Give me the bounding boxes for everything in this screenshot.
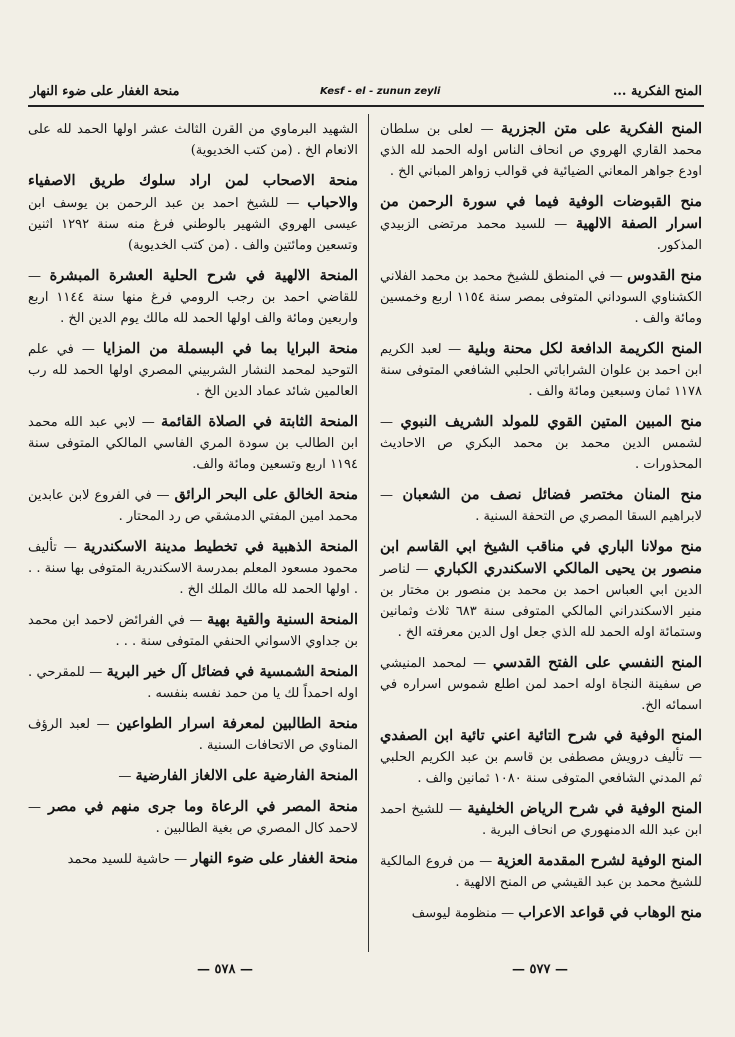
left-column <box>28 118 358 879</box>
entry-description: — لعبد الرؤف المناوي ص الاتحافات السنية . <box>28 717 358 753</box>
bibliography-entry <box>28 265 358 329</box>
entry-title: المنح النفسي على الفتح القدسي <box>492 654 702 671</box>
bibliography-entry <box>28 848 358 870</box>
page-number-right: — ٥٧٧ — <box>511 962 568 977</box>
entry-title: المنحة الالهية في شرح الحلية العشرة المبشرة <box>49 267 359 284</box>
entry-title: منح مولانا الباري في مناقب الشيخ ابي القاسم ابن منصور بن يحيى المالكي الاسكندري الكباري <box>380 538 702 577</box>
bibliography-entry <box>28 484 358 527</box>
entry-title: المنحة الفارضية على الالغاز الفارضية <box>135 767 358 784</box>
entry-title: منحة الاصحاب لمن اراد سلوك طريق الاصفياء والاحباب <box>28 172 358 211</box>
entry-description: — لابي عبد الله محمد ابن الطالب بن سودة المري الفاسي المالكي المتوفى سنة ١١٩٤ اربع وتسعين ومائة والف. <box>28 415 358 472</box>
entry-description: — منظومة ليوسف <box>411 906 519 921</box>
bibliography-entry <box>380 652 702 716</box>
entry-title: منح الوهاب في قواعد الاعراب <box>518 904 702 921</box>
entry-title: المنح الفكرية على متن الجزرية <box>501 120 702 137</box>
entry-description: — لعلى بن سلطان محمد القاري الهروي ص انحاف الناس اوله الحمد لله الذي اودع جواهر المعاني الضيائية في قوالب زواهر المباني الخ . <box>380 122 702 179</box>
entry-description: — في الفروع لابن عابدين محمد امين المفتي الدمشقي ص رد المحتار . <box>28 488 358 524</box>
bibliography-entry <box>28 411 358 475</box>
bibliography-entry <box>380 484 702 527</box>
entry-title: منحة الخالق على البحر الرائق <box>174 486 359 503</box>
entry-description: — حاشية للسيد محمد <box>67 852 192 867</box>
entry-description: — <box>118 769 136 784</box>
entry-description: — من فروع المالكية للشيخ محمد بن عبد القيشي ص المنح الالهية . <box>380 854 702 890</box>
bibliography-entry <box>380 725 702 789</box>
bibliography-entry <box>380 265 702 329</box>
bibliography-entry <box>380 536 702 643</box>
bibliography-entry <box>380 850 702 893</box>
entry-title: منحة الطالبين لمعرفة اسرار الطواعين <box>116 715 358 732</box>
bibliography-entry <box>28 796 358 839</box>
entry-description: — تأليف درويش مصطفى بن قاسم بن عبد الكريم الحلبي ثم المدني الشافعي المتوفى سنة ١٠٨٠ ثمانين والف . <box>380 750 702 786</box>
right-column <box>380 118 702 933</box>
bibliography-entry <box>28 765 358 787</box>
entry-description: — للمقرحي . اوله احمداً لك يا من حمد نفسه بنفسه . <box>28 665 358 701</box>
entry-title: منح المبين المتين القوي للمولد الشريف النبوي <box>400 413 702 430</box>
running-header-left: منحة الغفار على ضوء النهار <box>30 84 180 99</box>
column-divider <box>368 114 369 952</box>
entry-title: منح القدوس <box>627 267 702 284</box>
entry-description: الشهيد البرماوي من القرن الثالث عشر اولها الحمد لله على الانعام الخ . (من كتب الخديوية) <box>28 122 358 158</box>
entry-description: — لابراهيم السقا المصري ص التحفة السنية . <box>380 488 702 524</box>
bibliography-entry <box>28 661 358 704</box>
entry-title: المنح الوفية لشرح المقدمة العزية <box>496 852 702 869</box>
bibliography-entry <box>28 118 358 161</box>
entry-title: المنحة السنية والقية بهية <box>207 611 358 628</box>
bibliography-entry <box>28 609 358 652</box>
entry-title: المنح الكريمة الدافعة لكل محنة وبلية <box>467 340 702 357</box>
running-header-center: Kesf - el - zunun zeyli <box>320 86 441 97</box>
entry-title: المنحة الثابتة في الصلاة القائمة <box>161 413 358 430</box>
entry-title: المنحة الذهبية في تخطيط مدينة الاسكندرية <box>83 538 358 555</box>
entry-title: منح المنان مختصر فضائل نصف من الشعبان <box>402 486 702 503</box>
entry-description: — لناصر الدين ابي العباس احمد بن محمد بن منصور بن مختار بن منير الاسكندراني المالكي المتوفى سنة ٦٨٣ ثلاث وثمانين وستمائة اوله الحمد لله الذي جعل اول الدين معرفته الخ . <box>380 562 702 640</box>
entry-description: — لمحمد المنيشي ص سفينة النجاة اوله احمد لمن اطلع شموس اسراره في اسمائه الخ. <box>380 656 702 713</box>
entry-title: منحة الغفار على ضوء النهار <box>191 850 358 867</box>
entry-description: — تأليف محمود مسعود المعلم بمدرسة الاسكندرية المتوفى بها سنة . . . اولها الحمد لله مالك الملك الخ . <box>28 540 358 597</box>
entry-description: — لاحمد كال المصري ص بغية الطالبين . <box>28 800 358 836</box>
bibliography-entry <box>28 170 358 256</box>
header-rule <box>28 105 704 107</box>
entry-description: — في الفرائض لاحمد ابن محمد بن جداوي الاسواني الحنفي المتوفى سنة . . . <box>28 613 358 649</box>
bibliography-entry <box>28 338 358 402</box>
entry-title: المنح الوفية في شرح التائية اعني تائية ابن الصفدي <box>380 727 702 744</box>
running-header-right: المنح الفكرية ... <box>612 84 702 99</box>
entry-description: — لشمس الدين محمد بن محمد البكري ص الاحاديث المحذورات . <box>380 415 702 472</box>
entry-description: — للشيخ احمد بن عبد الرحمن بن يوسف ابن عيسى الهروي الشهير بالوطني فرغ منه سنة ١٢٩٢ اثنين وتسعين ومائتين والف . (من كتب الخديوية) <box>28 196 359 253</box>
entry-description: — في علم التوحيد لمحمد النشار الشربيني المصري اولها الحمد لله رب العالمين شائد عماد الدين الخ . <box>28 342 358 399</box>
bibliography-entry <box>380 798 702 841</box>
entry-description: — للشيخ احمد ابن عبد الله الدمنهوري ص انحاف البرية . <box>380 802 702 838</box>
entry-description: — للقاضي احمد بن رجب الرومي فرغ منها سنة ١١٤٤ اربع واربعين ومائة والف اولها الحمد لله مالك يوم الدين الخ . <box>28 269 358 326</box>
entry-description: — في المنطق للشيخ محمد بن محمد الفلاني الكشناوي السوداني المتوفى بمصر سنة ١١٥٤ اربع وخمسين ومائة والف . <box>380 269 702 326</box>
bibliography-entry <box>28 713 358 756</box>
bibliography-entry <box>380 411 702 475</box>
entry-description: — للسيد محمد مرتضى الزبيدي المذكور. <box>380 217 702 253</box>
bibliography-entry <box>380 338 702 402</box>
entry-title: منحة المصر في الرعاة وما جرى منهم في مصر <box>48 798 358 815</box>
page-number-left: — ٥٧٨ — <box>196 962 253 977</box>
bibliography-entry <box>380 118 702 182</box>
entry-title: منحة البرايا بما في البسملة من المزايا <box>102 340 358 357</box>
bibliography-entry <box>380 191 702 256</box>
entry-title: منح القبوضات الوفية فيما في سورة الرحمن من اسرار الصفة الالهية <box>380 193 703 232</box>
bibliography-entry <box>380 902 702 924</box>
bibliography-entry <box>28 536 358 600</box>
entry-title: المنح الوفية في شرح الرياض الخليفية <box>467 800 703 817</box>
entry-title: المنحة الشمسية في فضائل آل خير البرية <box>106 663 358 680</box>
entry-description: — لعبد الكريم ابن احمد بن علوان الشراباتي الحلبي الشافعي المتوفى سنة ١١٧٨ ثمان وسبعين ومائة والف . <box>380 342 702 399</box>
